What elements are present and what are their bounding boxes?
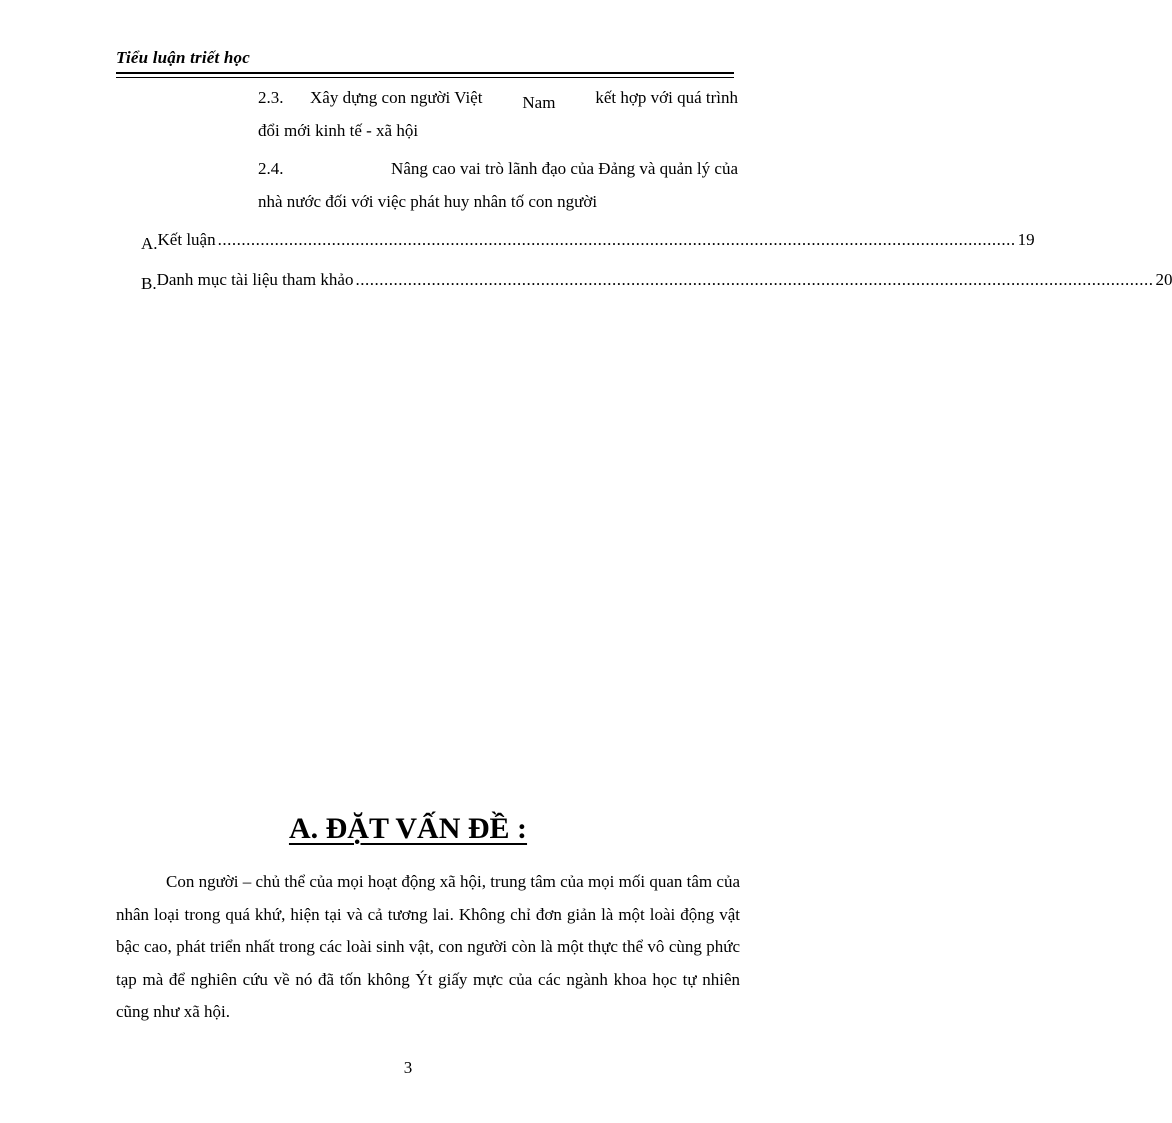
toc-subitem-line2: đổi mới kinh tế - xã hội — [258, 121, 419, 140]
header-rule-thick — [116, 72, 734, 74]
toc-subitem-line1 — [258, 81, 738, 114]
toc-subitem — [258, 152, 738, 218]
toc-entry-conclusion[interactable] — [141, 230, 1035, 254]
intro-paragraph: Con người – chủ thể của mọi hoạt động xã hội, trung tâm của mọi mối quan tâm của nhân loại trong quá khứ, hiện tại và cả tương lai. Không chỉ đơn giản là một loài động vật bậc cao, phát triển nhất trong các loài sinh vật, con người còn là một thực thể vô cùng phức tạp mà để nghiên cứu về nó đã tốn không Ýt giấy mực của các ngành khoa học tự nhiên cũng như xã hội. — [116, 872, 740, 1021]
running-header-title: Tiểu luận triết học — [116, 48, 250, 67]
toc-subitem-text-a: Xây dựng con người Việt — [310, 88, 483, 107]
toc-entry-label: Danh mục tài liệu tham khảo — [156, 270, 354, 289]
toc-subitem-line1 — [258, 152, 738, 185]
header-rule-thin — [116, 77, 734, 78]
toc-subitem-number: 2.4. — [258, 159, 284, 178]
toc-subitem-line2: nhà nước đối với việc phát huy nhân tố con người — [258, 192, 598, 211]
toc-subitem-first-part — [258, 81, 482, 114]
toc-entry-letter: A. — [141, 234, 158, 253]
toc-subitem — [258, 81, 738, 147]
toc-leader-dots: ........................................................................................................................................................................ — [217, 230, 1016, 249]
toc-subitem-text-c: kết hợp với quá trình — [595, 88, 738, 107]
toc-entry-label: Kết luận — [157, 230, 216, 249]
toc-subitem-text: Nâng cao vai trò lãnh đạo của Đảng và quản lý của — [391, 159, 738, 178]
toc-entry-page: 19 — [1017, 230, 1035, 249]
toc-subitem-text-b: Nam — [522, 93, 556, 112]
toc-subitem-number: 2.3. — [258, 88, 284, 107]
toc-entry-references[interactable] — [141, 270, 1172, 294]
section-heading: A. ĐẶT VẤN ĐỀ : — [288, 812, 528, 845]
toc-leader-dots: ........................................................................................................................................................................ — [355, 270, 1154, 289]
page-number: 3 — [403, 1058, 413, 1077]
toc-entry-letter: B. — [141, 274, 157, 293]
toc-entry-page: 20 — [1155, 270, 1172, 289]
